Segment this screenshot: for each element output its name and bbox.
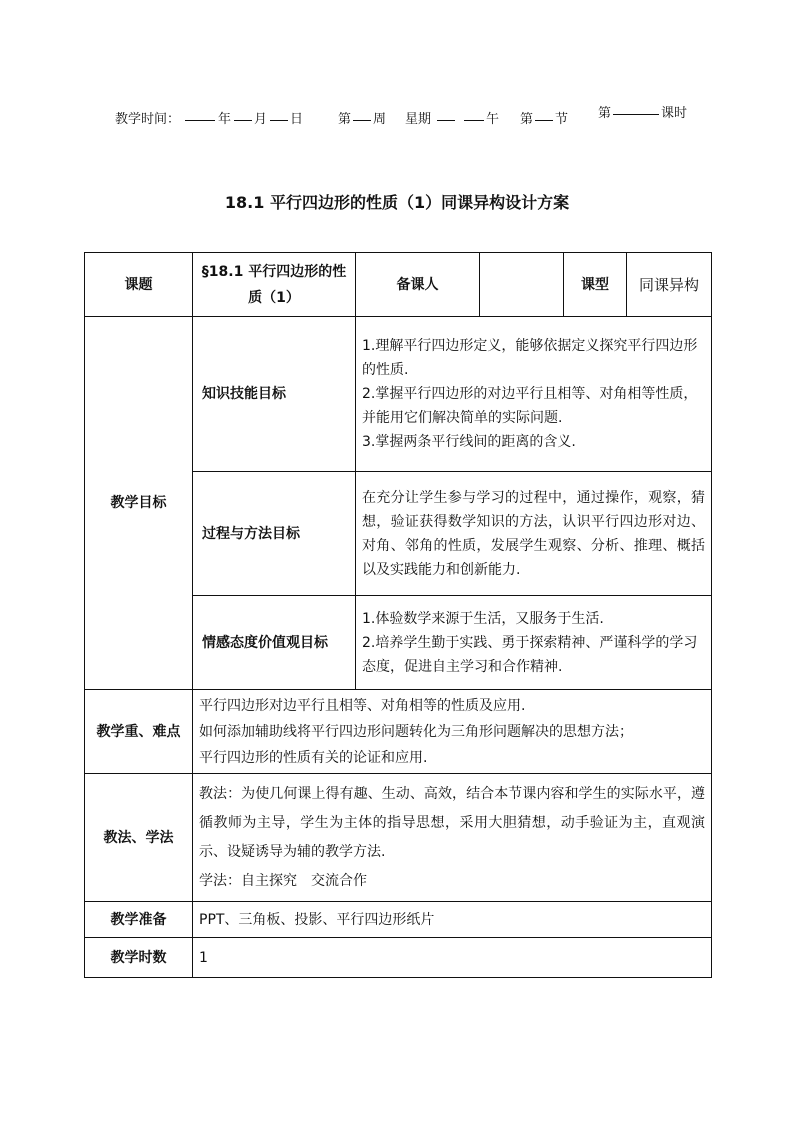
month-label: 月 <box>254 112 268 127</box>
key-point-line: 平行四边形的性质有关的论证和应用. <box>199 749 428 766</box>
week-label: 周 <box>373 112 387 127</box>
table-row <box>85 902 712 938</box>
knowledge-content <box>356 317 712 472</box>
knowledge-line: 1.理解平行四边形定义，能够依据定义探究平行四边形的性质. <box>362 338 698 378</box>
methods-label: 教法、学法 <box>85 774 193 902</box>
table-row <box>85 317 712 472</box>
noon-blank <box>464 108 484 121</box>
emotion-label <box>193 596 356 690</box>
lesson-hour-label: 课时 <box>661 106 688 121</box>
key-point-line: 如何添加辅助线将平行四边形问题转化为三角形问题解决的思想方法； <box>199 723 633 740</box>
section-prefix-label: 第 <box>520 112 534 127</box>
table-row <box>85 690 712 774</box>
hours-label: 教学时数 <box>85 938 193 978</box>
knowledge-line: 3.掌握两条平行线间的距离的含义. <box>362 434 576 450</box>
emotion-content <box>356 596 712 690</box>
section-label: 节 <box>555 112 569 127</box>
knowledge-line: 2.掌握平行四边形的对边平行且相等、对角相等性质，并能用它们解决简单的实际问题. <box>362 386 698 426</box>
emotion-line: 1.体验数学来源于生活，又服务于生活. <box>362 610 604 627</box>
key-point-line: 平行四边形对边平行且相等、对角相等的性质及应用. <box>199 697 526 714</box>
emotion-label-text: 情感态度价值观目标 <box>202 634 328 651</box>
section-blank <box>535 108 553 121</box>
preparer-value <box>480 253 564 317</box>
week-prefix-label: 第 <box>338 112 352 127</box>
topic-label: 课题 <box>85 253 193 317</box>
key-points-label: 教学重、难点 <box>85 690 193 774</box>
week-blank <box>353 108 371 121</box>
process-label: 过程与方法目标 <box>193 472 356 596</box>
type-label: 课型 <box>564 253 627 317</box>
lesson-blank <box>613 102 659 115</box>
day-blank <box>270 108 288 121</box>
teach-time-label: 教学时间： <box>115 112 181 127</box>
month-blank <box>234 108 252 121</box>
lesson-prefix-label: 第 <box>598 106 612 121</box>
table-row <box>85 253 712 317</box>
table-row <box>85 774 712 902</box>
weekday-blank <box>437 108 455 121</box>
preparation-value: PPT、三角板、投影、平行四边形纸片 <box>193 902 712 938</box>
table-row <box>85 938 712 978</box>
noon-label: 午 <box>486 112 500 127</box>
emotion-line: 2.培养学生勤于实践、勇于探索精神、严谨科学的学习态度，促进自主学习和合作精神. <box>362 634 698 675</box>
preparer-label: 备课人 <box>356 253 480 317</box>
lesson-plan-table <box>84 252 712 978</box>
year-blank <box>185 108 215 121</box>
hours-value: 1 <box>193 938 712 978</box>
preparation-label: 教学准备 <box>85 902 193 938</box>
key-points-content <box>193 690 712 774</box>
day-label: 日 <box>290 112 304 127</box>
process-content: 在充分让学生参与学习的过程中，通过操作，观察，猜想，验证获得数学知识的方法，认识平行四边形对边、对角、邻角的性质，发展学生观察、分析、推理、概括以及实践能力和创新能力. <box>356 472 712 596</box>
methods-content <box>193 774 712 902</box>
topic-value: §18.1 平行四边形的性质（1） <box>193 253 356 317</box>
weekday-label: 星期 <box>405 112 432 127</box>
learning-method: 学法：自主探究 交流合作 <box>199 872 367 889</box>
year-label: 年 <box>218 112 232 127</box>
type-value: 同课异构 <box>627 253 712 317</box>
objectives-label: 教学目标 <box>85 317 193 690</box>
document-title: 18.1 平行四边形的性质（1）同课异构设计方案 <box>224 193 570 212</box>
knowledge-label: 知识技能目标 <box>193 317 356 472</box>
teaching-method: 教法：为使几何课上得有趣、生动、高效，结合本节课内容和学生的实际水平，遵循教师为主导，学生为主体的指导思想，采用大胆猜想，动手验证为主，直观演示、设疑诱导为辅的教学方法. <box>199 785 705 860</box>
